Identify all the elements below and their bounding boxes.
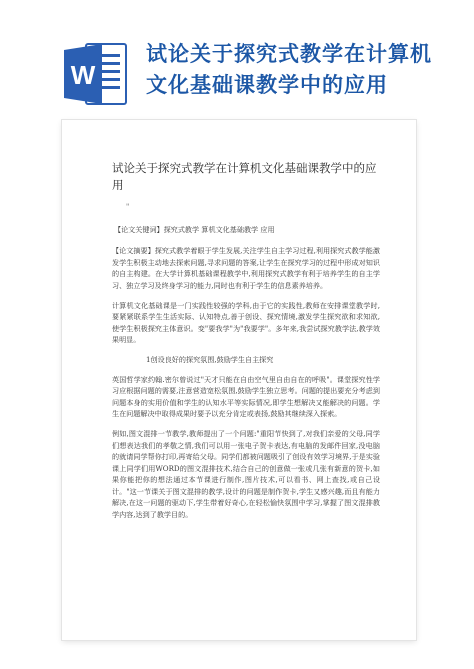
body-paragraph-1: 计算机文化基础课是一门实践性较强的学科,由于它的实践性,教师在安排课堂教学时,要紧紧联系学生生活实际、认知特点,善于创设、探究情境,激发学生探究欲和求知欲,使学生积极探究主体意识。变"要我学"为"我要学"。多年来,我尝试探究教学法,教学效果明显。 bbox=[112, 300, 380, 345]
word-icon-letter: W bbox=[70, 60, 96, 90]
document-preview bbox=[62, 120, 416, 640]
word-document-icon bbox=[62, 40, 128, 108]
body-paragraph-3: 例如,图文混排一节教学,教师提出了一个问题:"重阳节快到了,对我们亲爱的父母,同学们想表达我们的孝敬之情,我们可以用一张电子贺卡表达,有电脑的发邮件回家,没电脑的就请同学帮你打印,再寄给父母。同学们都被问题吸引了创设有效学习境界,于是实验课上同学们用WORD的图文混排技术,结合自己的创意做一张或几张有新意的贺卡,如果你能把你的想法通过本节课进行制作,图片技术,可以看书、网上查找,或自己设计。"这一节课关于图文混排的教学,设计的问题是制作贺卡,学生又感兴趣,而且有能力解决,在这一问题的驱动下,学生带着好奇心,在轻松愉快氛围中学习,掌握了图文混排教学内容,达到了教学目的。 bbox=[112, 428, 380, 520]
document-body bbox=[112, 160, 380, 529]
body-paragraph-2: 英国哲学家约翰.密尔曾说过"天才只能在自由空气里自由自在的呼吸"。课堂探究性学习应根据问题的需要,注意营造宽松氛围,鼓励学生独立思考。问题的提出要充分考虑到问题本身的实用价值和学生的认知水平等实际情况,即学生想解决又能解决的问题。学生在问题解决中取得成果时要予以充分肯定或表扬,鼓励其继续深入探索。 bbox=[112, 374, 380, 419]
page-title bbox=[146, 38, 446, 100]
quote-mark: " bbox=[126, 203, 130, 211]
abstract-paragraph: 【论文摘要】探究式教学着眼于学生发展,关注学生自主学习过程,利用探究式教学能激发学生积极主动地去探索问题,寻求问题的答案,让学生在探究学习的过程中形成对知识的自主构建。在大学计算机基础课程教学中,利用探究式教学有利于培养学生的自主学习、独立学习及终身学习的能力,同时也有利于学生的信息素养培养。 bbox=[112, 246, 380, 290]
page-header bbox=[0, 0, 474, 140]
page-title-line-2: 文化基础课教学中的应用 bbox=[146, 72, 388, 97]
section-heading: 1创设良好的探究氛围,鼓励学生自主探究 bbox=[146, 354, 274, 364]
page-title-line-1: 试论关于探究式教学在计算机 bbox=[146, 41, 432, 66]
keywords-line: 【论文关键词】探究式教学 算机文化基础教学 应用 bbox=[114, 224, 275, 234]
document-title: 试论关于探究式教学在计算机文化基础课教学中的应用 bbox=[112, 161, 377, 192]
